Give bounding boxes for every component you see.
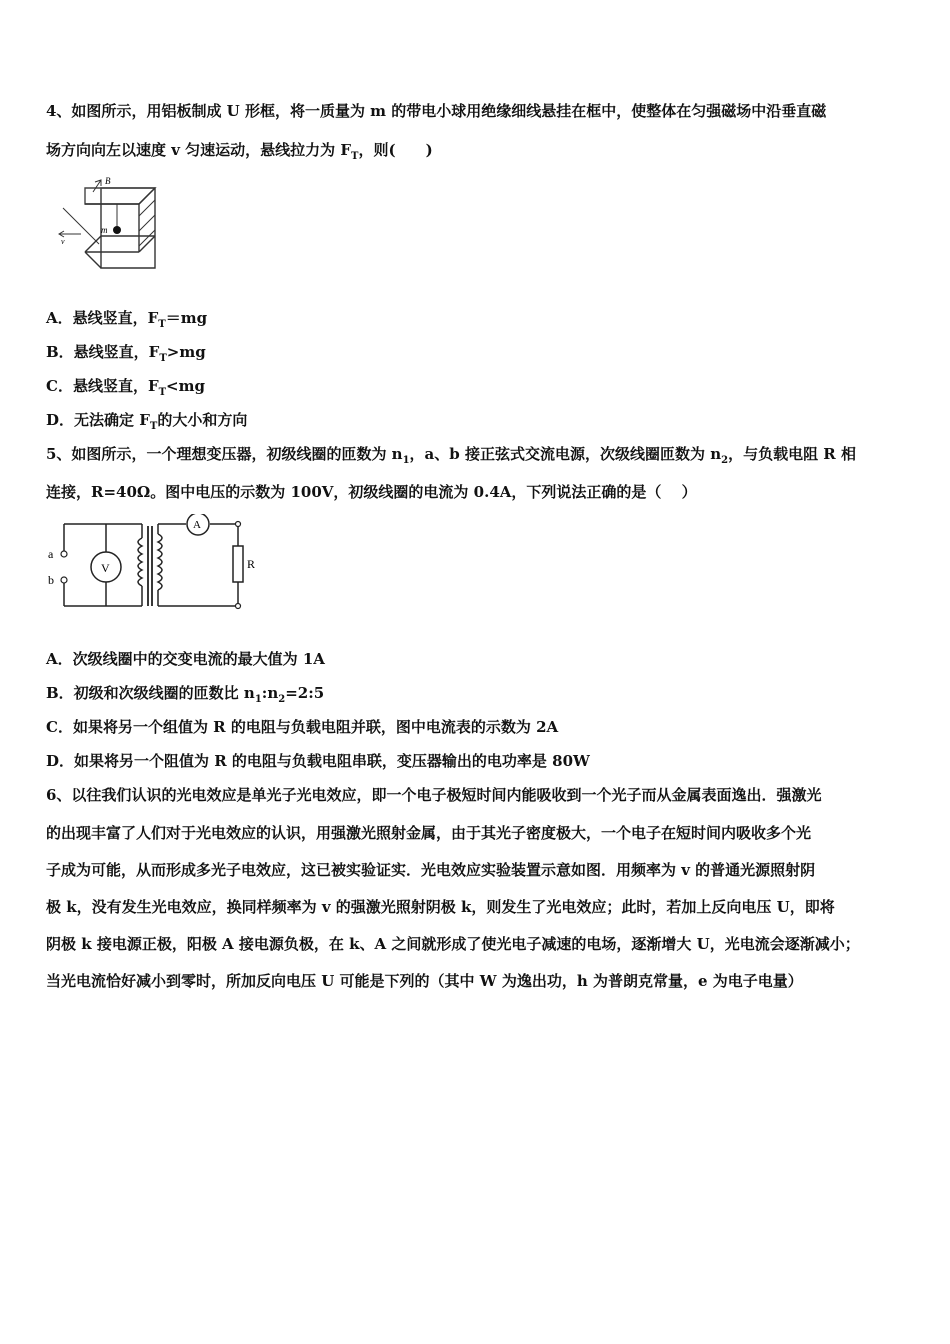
q4-option-b <box>46 342 206 369</box>
q4-stem-line-2 <box>46 140 433 167</box>
q4-option-b-sub: T <box>159 353 167 364</box>
q4-stem-text: 场方向向左以速度 v 匀速运动，悬线拉力为 F <box>46 141 352 159</box>
q5-secondary-coil <box>158 534 162 590</box>
q6-stem-line-1: 6、以往我们认识的光电效应是单光子光电效应，即一个电子极短时间内能吸收到一个光子而从金属表面逸出．强激光 <box>46 786 822 804</box>
q5-stem-line-1 <box>46 444 856 471</box>
q6-stem-line-5: 阴极 k 接电源正极，阳极 A 接电源负极，在 k、A 之间就形成了使光电子减速的电场，逐渐增大 U，光电流会逐渐减小； <box>46 935 860 953</box>
q4-frame-bottom-lip <box>85 252 101 268</box>
q5-option-b-end: =2:5 <box>285 684 325 702</box>
q4-frame-top-side-edge <box>139 188 155 204</box>
q4-option-b-end: >mg <box>166 343 206 361</box>
q4-option-a-sub: T <box>158 319 166 330</box>
q5-option-d: D．如果将另一个阻值为 R 的电阻与负载电阻串联，变压器输出的电功率是 80W <box>46 752 590 770</box>
q5-option-b-mid: :n <box>261 684 279 702</box>
q5-option-c: C．如果将另一个组值为 R 的电阻与负载电阻并联，图中电流表的示数为 2A <box>46 718 559 736</box>
q4-option-d-sub: T <box>149 421 158 432</box>
q4-charged-ball <box>113 226 121 234</box>
q5-option-b-text: B．初级和次级线圈的匝数比 n <box>46 684 255 702</box>
q4-option-c-text: C．悬线竖直，F <box>46 377 159 395</box>
q4-label-m: m <box>101 225 108 235</box>
q5-option-b <box>46 683 324 710</box>
q6-stem-line-6: 当光电流恰好减小到零时，所加反向电压 U 可能是下列的（其中 W 为逸出功，h 为普朗克常量，e 为电子电量） <box>46 972 803 990</box>
q4-label-v: v <box>61 237 65 246</box>
q4-option-a-end: ＝mg <box>165 309 208 327</box>
q4-option-d-end: 的大小和方向 <box>157 411 248 429</box>
q4-frame-top-plate <box>85 188 155 204</box>
q5-primary-coil <box>138 538 142 586</box>
q5-node-bottom <box>236 604 241 609</box>
q5-transformer-circuit <box>44 514 264 614</box>
q4-frame-hatch-2 <box>139 215 155 231</box>
q4-field-line <box>63 208 99 244</box>
q5-resistor <box>233 546 243 582</box>
q4-option-c <box>46 376 205 403</box>
q5-sub-n2: 2 <box>721 455 729 466</box>
q5-voltmeter-label: V <box>101 561 110 575</box>
q4-u-frame-figure <box>55 176 165 272</box>
q4-option-c-sub: T <box>158 387 167 398</box>
q4-label-b: B <box>105 176 111 186</box>
q5-option-a: A．次级线圈中的交变电流的最大值为 1A <box>46 650 325 668</box>
q5-resistor-label: R <box>247 557 256 571</box>
q5-terminal-b <box>61 577 67 583</box>
q6-stem-line-3: 子成为可能，从而形成多光子电效应，这已被实验证实．光电效应实验装置示意如图．用频率为 v 的普通光源照射阴 <box>46 861 816 879</box>
q4-option-c-end: <mg <box>166 377 205 395</box>
q5-terminal-a <box>61 551 67 557</box>
q5-stem-text-3: ，与负载电阻 R 相 <box>728 445 856 463</box>
q5-stem-text-1: 5、如图所示，一个理想变压器，初级线圈的匝数为 n <box>46 445 403 463</box>
q5-node-top <box>236 522 241 527</box>
q5-stem-text-2: ，a、b 接正弦式交流电源，次级线圈匝数为 n <box>409 445 722 463</box>
q4-option-b-text: B．悬线竖直，F <box>46 343 160 361</box>
q4-option-d <box>46 410 247 437</box>
q4-stem-line-1: 4、如图所示，用铝板制成 U 形框，将一质量为 m 的带电小球用绝缘细线悬挂在框中，使整体在匀强磁场中沿垂直磁 <box>46 102 827 120</box>
q4-option-a-text: A．悬线竖直，F <box>46 309 159 327</box>
q5-sub-n1: 1 <box>402 455 410 466</box>
q5-ammeter-label: A <box>193 519 201 531</box>
q4-option-a <box>46 308 207 335</box>
q6-stem-line-2: 的出现丰富了人们对于光电效应的认识，用强激光照射金属，由于其光子密度极大，一个电子在短时间内吸收多个光 <box>46 824 812 842</box>
q4-subscript: T <box>351 151 359 162</box>
q5-option-b-sub-2: 2 <box>278 694 286 705</box>
q5-transformer-figure <box>44 514 264 614</box>
q5-label-b: b <box>48 573 54 587</box>
q4-option-d-text: D．无法确定 F <box>46 411 150 429</box>
q5-option-b-sub-1: 1 <box>254 694 262 705</box>
q5-label-a: a <box>48 547 54 561</box>
q4-u-frame-diagram <box>55 176 165 272</box>
q6-stem-line-4: 极 k，没有发生光电效应，换同样频率为 v 的强激光照射阴极 k，则发生了光电效应；此时，若加上反向电压 U，即将 <box>46 898 835 916</box>
q4-stem-end: ，则( ) <box>358 141 433 159</box>
q5-stem-line-2: 连接，R=40Ω。图中电压的示数为 100V，初级线圈的电流为 0.4A，下列说法正确的是（ ） <box>46 483 697 501</box>
q4-frame-back-plate <box>101 188 155 268</box>
